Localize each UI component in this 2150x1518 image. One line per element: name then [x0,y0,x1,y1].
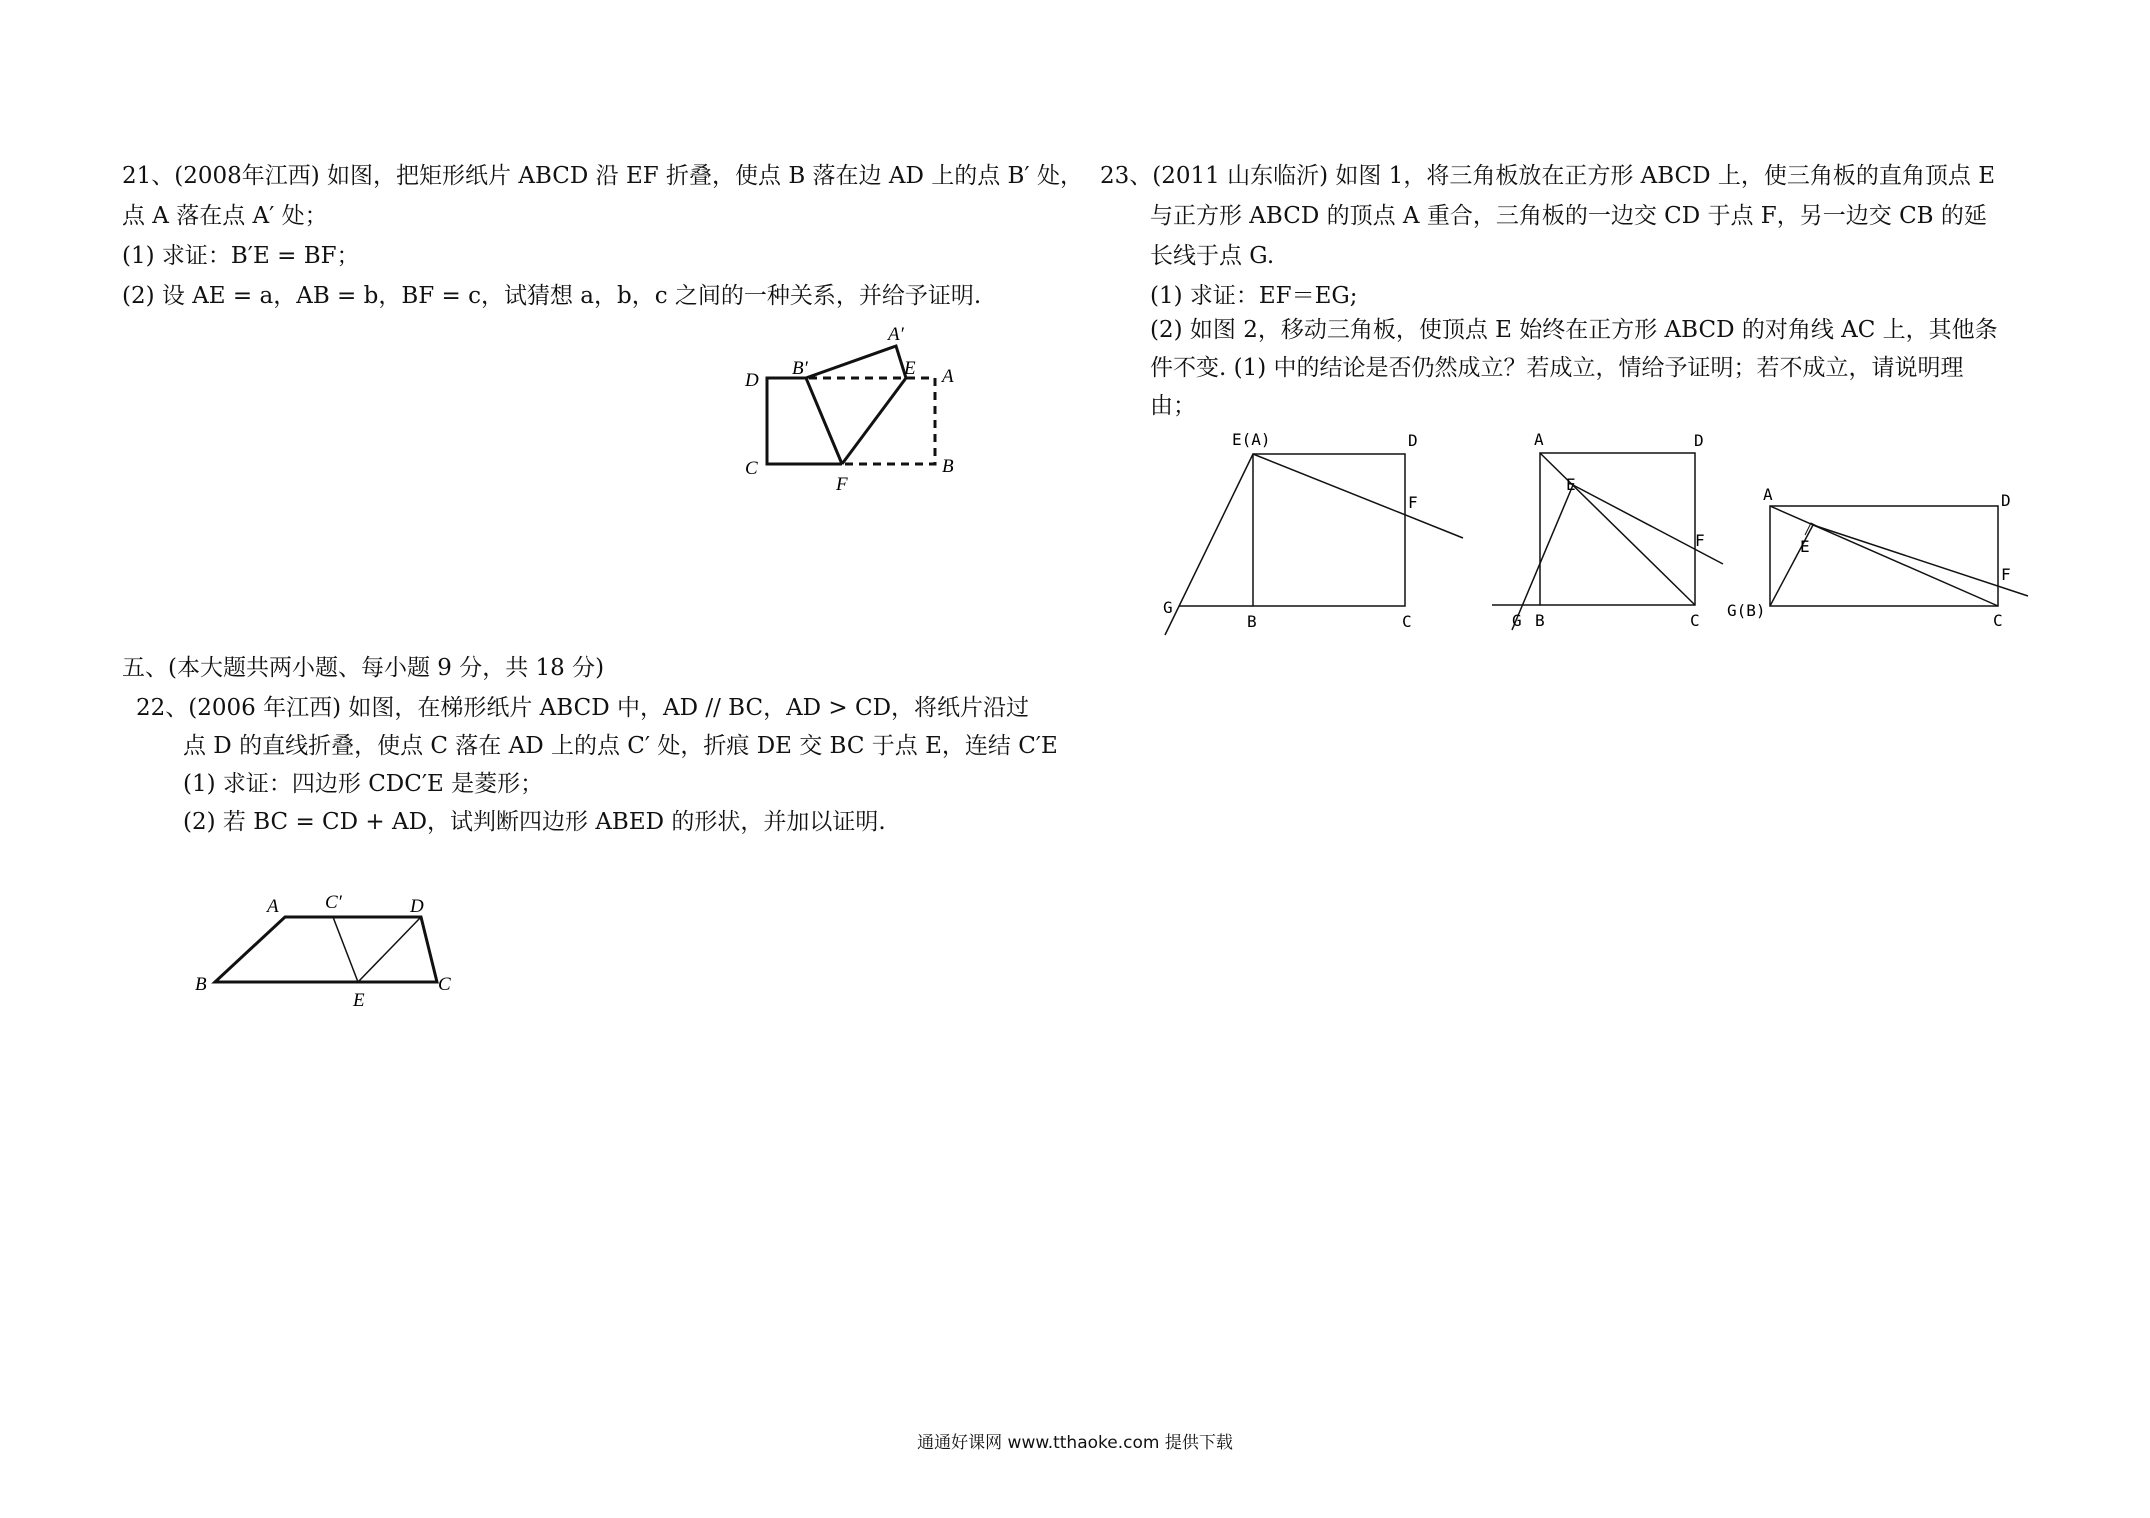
q22-figure [195,890,465,1010]
fig2-label-g: G [1512,611,1522,630]
q23-part-1: (1) 求证：EF＝EG; [1150,283,1358,309]
q22-trapezoid [215,917,437,982]
fig1-label-d: D [1408,431,1418,450]
fig1-ray-ef [1253,454,1463,538]
q21-label-b-prime: B′ [792,358,808,379]
q22-part-2: (2) 若 BC = CD + AD，试判断四边形 ABED 的形状，并加以证明. [183,809,886,835]
q21-figure [740,310,980,510]
q22-label-c-prime: C′ [325,892,342,913]
q21-solid-rect [767,378,842,464]
q21-folded-part [806,346,906,464]
fig1-ray-eg [1165,454,1253,635]
fig1-square [1253,454,1405,606]
q21-label-f: F [836,474,848,495]
q21-label-a-prime: A′ [888,324,904,345]
footer-credit: 通通好课网 www.tthaoke.com 提供下载 [917,1433,1233,1453]
q23-line-1: 23、(2011 山东临沂) 如图 1，将三角板放在正方形 ABCD 上，使三角板的直角顶点 E [1100,163,1996,189]
q21-part-1: (1) 求证：B′E = BF； [122,243,360,269]
q22-part-1: (1) 求证：四边形 CDC′E 是菱形； [183,771,544,797]
fig1-label-c: C [1402,612,1412,631]
fig3-ray-ef [1813,525,2028,596]
fig3-label-c: C [1993,611,2003,630]
q23-figure-3 [1725,480,2035,640]
q21-label-e: E [904,358,916,379]
q21-label-c: C [745,458,758,479]
q23-figure-2 [1490,420,1740,650]
q23-part-2a: (2) 如图 2，移动三角板，使顶点 E 始终在正方形 ABCD 的对角线 AC 上，其他条 [1150,317,1998,343]
q21-part-2: (2) 设 AE = a，AB = b，BF = c，试猜想 a，b，c 之间的一种关系，并给予证明. [122,283,982,309]
q22-label-b: B [195,974,207,995]
q22-segment-c-prime-e [333,917,358,982]
q21-label-b: B [942,456,954,477]
q22-label-a: A [267,896,279,917]
q23-part-2b: 件不变. (1) 中的结论是否仍然成立？若成立，情给予证明；若不成立，请说明理 [1150,355,1964,381]
q21-line-1: 21、(2008年江西) 如图，把矩形纸片 ABCD 沿 EF 折叠，使点 B 落在边 AD 上的点 B′ 处， [122,163,1083,189]
q22-label-c: C [438,974,451,995]
fig1-label-f: F [1408,493,1418,512]
fig3-label-gb: G(B) [1727,601,1766,620]
q23-line-3: 长线于点 G. [1150,243,1275,269]
q23-part-2c: 由； [1150,393,1196,419]
fig3-label-f: F [2001,565,2011,584]
q23-figure-1 [1150,420,1480,650]
q22-line-1: 22、(2006 年江西) 如图，在梯形纸片 ABCD 中，AD // BC，AD > CD，将纸片沿过 [136,695,1030,721]
q21-label-d: D [745,370,759,391]
q22-label-e: E [353,990,365,1011]
fig3-label-e: E [1800,537,1810,556]
q21-line-2: 点 A 落在点 A′ 处； [122,203,328,229]
fig2-label-c: C [1690,611,1700,630]
q23-line-2: 与正方形 ABCD 的顶点 A 重合，三角板的一边交 CD 于点 F，另一边交 CB 的延 [1150,203,1987,229]
fig1-label-ea: E(A) [1232,430,1271,449]
fig3-diagonal-ac [1770,506,1998,606]
fig2-ray-ef [1573,485,1723,564]
fig2-label-d: D [1694,431,1704,450]
fig2-label-f: F [1695,531,1705,550]
section-5-heading: 五、(本大题共两小题、每小题 9 分，共 18 分) [122,655,605,681]
fig2-label-e: E [1566,475,1576,494]
q22-line-2: 点 D 的直线折叠，使点 C 落在 AD 上的点 C′ 处，折痕 DE 交 BC 于点 E，连结 C′E [183,733,1058,759]
fig3-label-d: D [2001,491,2011,510]
q22-fold-de [358,917,421,982]
fig1-label-g: G [1163,598,1173,617]
fig2-ray-eg [1512,485,1573,630]
fig2-diagonal-ac [1540,453,1695,605]
q21-label-a: A [942,366,954,387]
fig1-label-b: B [1247,612,1257,631]
fig3-label-a: A [1763,485,1773,504]
q22-label-d: D [410,896,424,917]
fig2-label-b: B [1535,611,1545,630]
fig2-label-a: A [1534,430,1544,449]
